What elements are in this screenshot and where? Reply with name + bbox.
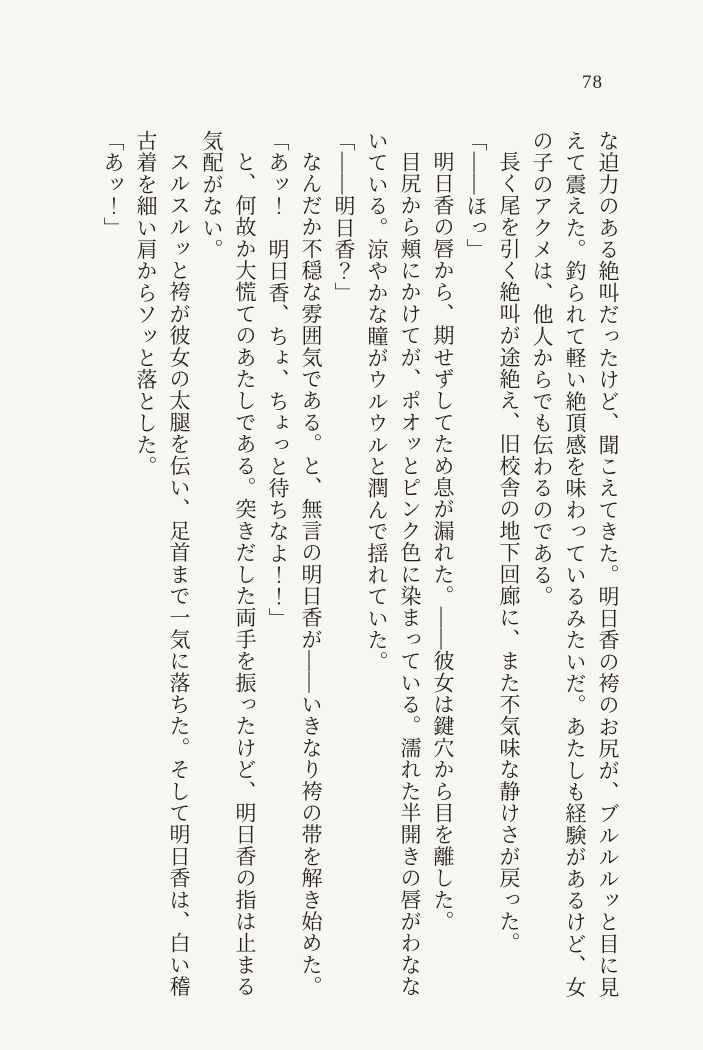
paragraph: 長く尾を引く絶叫が途絶え、旧校舎の地下回廊に、また不気味な静けさが戻った。 [497, 151, 521, 954]
paragraph-dialogue: 「――ほっ」 [464, 130, 488, 261]
paragraph: な迫力のある絶叫だったけど、聞こえてきた。明日香の袴のお尻が、ブルルルッと目に見えて震えた。釣られて軽い絶頂感を味わっているみたいだ。あたしも経験があるけど、女の子のアクメは、他人からでも伝わるのである。 [530, 130, 620, 998]
paragraph: 目尻から頬にかけてが、ポオッとピンク色に染まっている。濡れた半開きの唇がわなないている。涼やかな瞳がウルウルと潤んで揺れていた。 [365, 130, 422, 998]
body-text [84, 130, 624, 1000]
paragraph-dialogue: 「あッ！」 [101, 130, 125, 239]
paragraph-dialogue: 「あッ！ 明日香、ちょ、ちょっと待ちなよ！！」 [266, 130, 290, 630]
paragraph: 明日香の唇から、期せずしてため息が漏れた。――彼女は鍵穴から目を離した。 [431, 151, 455, 933]
paragraph: と、何故か大慌てのあたしである。突きだした両手を振ったけど、明日香の指は止まる気配がない。 [200, 130, 257, 998]
paragraph: スルスルッと袴が彼女の太腿を伝い、足首まで一気に落ちた。そして明日香は、白い稽古着を細い肩からソッと落とした。 [134, 130, 191, 998]
paragraph-dialogue: 「――明日香？」 [332, 130, 356, 304]
paragraph: なんだか不穏な雰囲気である。と、無言の明日香が――いきなり袴の帯を解き始めた。 [299, 151, 323, 998]
page-number: 78 [582, 72, 603, 93]
